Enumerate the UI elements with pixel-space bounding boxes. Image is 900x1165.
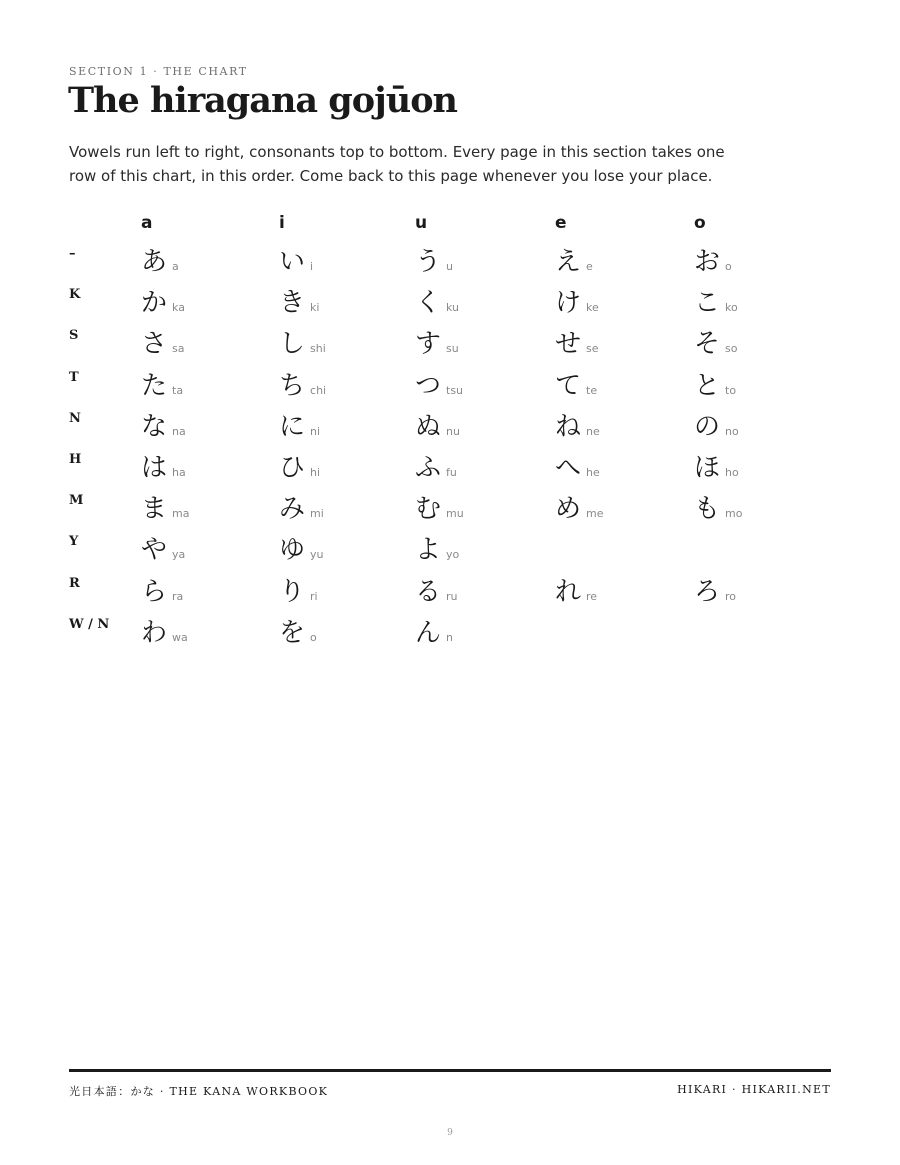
romaji-label: se	[586, 342, 599, 356]
kana-glyph: せ	[555, 329, 582, 360]
romaji-label: na	[172, 424, 186, 438]
row-label: K	[69, 287, 81, 303]
kana-glyph: ほ	[694, 453, 721, 483]
kana-glyph: え	[555, 247, 582, 277]
kana-glyph: き	[279, 288, 306, 319]
kana-cell	[279, 612, 317, 649]
row-label: –	[69, 246, 76, 261]
kana-glyph: み	[279, 494, 306, 525]
kana-glyph: こ	[694, 288, 721, 319]
kana-glyph: ゆ	[279, 535, 306, 566]
romaji-label: a	[172, 260, 179, 273]
vowel-header-u: u	[415, 213, 428, 233]
romaji-label: o	[310, 630, 317, 644]
kana-cell	[694, 488, 742, 525]
romaji-label: ha	[172, 466, 186, 479]
romaji-label: to	[725, 383, 737, 397]
kana-cell	[141, 447, 186, 484]
kana-glyph: い	[279, 247, 306, 277]
kana-cell	[141, 529, 185, 566]
kana-cell	[415, 529, 459, 566]
kana-glyph: う	[415, 247, 442, 277]
kana-glyph: お	[694, 247, 721, 277]
kana-glyph: ろ	[694, 576, 721, 607]
romaji-label: ya	[172, 548, 186, 562]
romaji-label: no	[725, 424, 739, 438]
section-eyebrow: SECTION 1 · THE CHART	[69, 65, 248, 78]
romaji-label: o	[725, 260, 732, 273]
kana-cell	[555, 241, 593, 278]
row-label: R	[69, 575, 80, 591]
kana-cell	[415, 365, 463, 402]
kana-glyph: は	[141, 453, 168, 483]
romaji-label: so	[725, 342, 738, 356]
kana-cell	[141, 365, 183, 402]
kana-glyph: ね	[555, 411, 582, 442]
kana-glyph: め	[555, 494, 582, 525]
kana-glyph: け	[555, 288, 582, 319]
romaji-label: ta	[172, 383, 184, 397]
romaji-label: yu	[310, 548, 324, 562]
kana-cell	[555, 323, 599, 360]
kana-cell	[555, 447, 600, 484]
kana-cell	[694, 323, 737, 360]
kana-cell	[279, 447, 320, 484]
kana-glyph: り	[279, 576, 306, 607]
romaji-label: me	[586, 507, 604, 521]
romaji-label: ho	[725, 466, 739, 479]
romaji-label: ra	[172, 589, 184, 603]
romaji-label: fu	[446, 466, 457, 479]
kana-glyph: ち	[279, 370, 306, 401]
romaji-label: ko	[725, 301, 738, 315]
kana-cell	[415, 571, 458, 608]
footer-rule	[69, 1069, 831, 1072]
kana-glyph: る	[415, 576, 442, 607]
kana-cell	[694, 406, 739, 443]
romaji-label: he	[586, 466, 600, 479]
kana-cell	[415, 447, 457, 484]
kana-cell	[415, 323, 459, 360]
vowel-header-e: e	[555, 213, 567, 233]
kana-cell	[279, 241, 313, 278]
kana-cell	[141, 571, 183, 608]
kana-cell	[141, 241, 179, 278]
romaji-label: n	[446, 630, 453, 644]
kana-glyph: か	[141, 288, 168, 319]
kana-glyph: て	[555, 370, 582, 401]
kana-glyph: へ	[555, 453, 582, 483]
romaji-label: sa	[172, 342, 185, 356]
page-number: 9	[447, 1128, 453, 1138]
kana-cell	[141, 488, 189, 525]
kana-glyph: の	[694, 411, 721, 442]
footer-site: HIKARI · HIKARII.NET	[677, 1083, 831, 1096]
row-label: M	[69, 493, 84, 509]
kana-cell	[694, 282, 738, 319]
kana-glyph: く	[415, 288, 442, 319]
kana-cell	[141, 406, 186, 443]
romaji-label: shi	[310, 342, 326, 356]
kana-glyph: も	[694, 494, 721, 525]
kana-cell	[555, 406, 600, 443]
romaji-label: ri	[310, 589, 318, 603]
kana-cell	[694, 571, 736, 608]
kana-cell	[279, 365, 326, 402]
romaji-label: ne	[586, 424, 600, 438]
vowel-header-o: o	[694, 213, 706, 233]
romaji-label: ni	[310, 424, 321, 438]
kana-glyph: そ	[694, 329, 721, 360]
kana-glyph: ひ	[279, 453, 306, 483]
row-label: T	[69, 369, 79, 385]
kana-cell	[694, 365, 736, 402]
kana-glyph: れ	[555, 576, 582, 607]
romaji-label: te	[586, 383, 598, 397]
kana-glyph: む	[415, 494, 442, 525]
kana-glyph: わ	[141, 617, 168, 648]
romaji-label: mi	[310, 507, 324, 521]
romaji-label: ma	[172, 507, 190, 521]
kana-glyph: と	[694, 370, 721, 401]
kana-cell	[141, 282, 185, 319]
romaji-label: nu	[446, 424, 460, 438]
romaji-label: e	[586, 260, 593, 273]
row-label: N	[69, 410, 81, 426]
kana-cell	[415, 282, 459, 319]
row-label: H	[69, 452, 82, 467]
page-title: The hiragana gojūon	[68, 80, 457, 121]
romaji-label: ku	[446, 301, 460, 315]
kana-glyph: ら	[141, 576, 168, 607]
romaji-label: hi	[310, 466, 321, 479]
intro-paragraph: Vowels run left to right, consonants top to bottom. Every page in this section takes one row of this chart, in this order. Come back to this page whenever you lose your place.	[69, 143, 725, 185]
kana-cell	[141, 612, 188, 649]
romaji-label: i	[310, 260, 314, 273]
row-label: S	[69, 328, 79, 344]
romaji-label: yo	[446, 548, 460, 562]
kana-cell	[279, 406, 320, 443]
kana-cell	[279, 323, 326, 360]
kana-glyph: つ	[415, 370, 442, 401]
kana-glyph: ん	[415, 617, 442, 648]
kana-cell	[415, 406, 460, 443]
romaji-label: su	[446, 342, 459, 356]
kana-glyph: さ	[141, 329, 168, 360]
kana-cell	[694, 241, 732, 278]
romaji-label: mu	[446, 507, 464, 521]
romaji-label: tsu	[446, 383, 464, 397]
romaji-label: mo	[725, 507, 743, 521]
kana-cell	[555, 488, 604, 525]
row-label: Y	[69, 534, 79, 550]
kana-glyph: す	[415, 329, 442, 360]
kana-cell	[415, 488, 464, 525]
vowel-header-i: i	[279, 213, 285, 233]
kana-cell	[279, 571, 318, 608]
romaji-label: chi	[310, 383, 327, 397]
kana-cell	[279, 488, 324, 525]
romaji-label: u	[446, 260, 453, 273]
footer-book-title: 光日本語：かな · THE KANA WORKBOOK	[69, 1085, 329, 1098]
romaji-label: ru	[446, 589, 458, 603]
kana-glyph: た	[141, 370, 168, 401]
kana-glyph: あ	[141, 247, 168, 277]
kana-cell	[415, 612, 453, 649]
kana-cell	[555, 571, 597, 608]
kana-glyph: を	[279, 617, 306, 648]
kana-cell	[279, 282, 319, 319]
kana-glyph: や	[141, 535, 168, 566]
romaji-label: ro	[725, 589, 737, 603]
kana-glyph: ま	[141, 494, 168, 525]
kana-glyph: ぬ	[415, 411, 442, 442]
kana-cell	[555, 282, 599, 319]
kana-cell	[279, 529, 324, 566]
vowel-header-a: a	[141, 213, 153, 233]
romaji-label: ke	[586, 301, 599, 315]
kana-glyph: ふ	[415, 453, 442, 483]
kana-glyph: に	[279, 411, 306, 442]
kana-cell	[141, 323, 185, 360]
kana-glyph: な	[141, 411, 168, 442]
romaji-label: ka	[172, 301, 185, 315]
romaji-label: ki	[310, 301, 320, 315]
kana-glyph: よ	[415, 535, 442, 566]
kana-cell	[555, 365, 597, 402]
kana-cell	[694, 447, 739, 484]
romaji-label: re	[586, 589, 598, 603]
kana-cell	[415, 241, 453, 278]
kana-glyph: し	[279, 329, 306, 360]
romaji-label: wa	[172, 630, 188, 644]
row-label: W / N	[69, 616, 110, 632]
